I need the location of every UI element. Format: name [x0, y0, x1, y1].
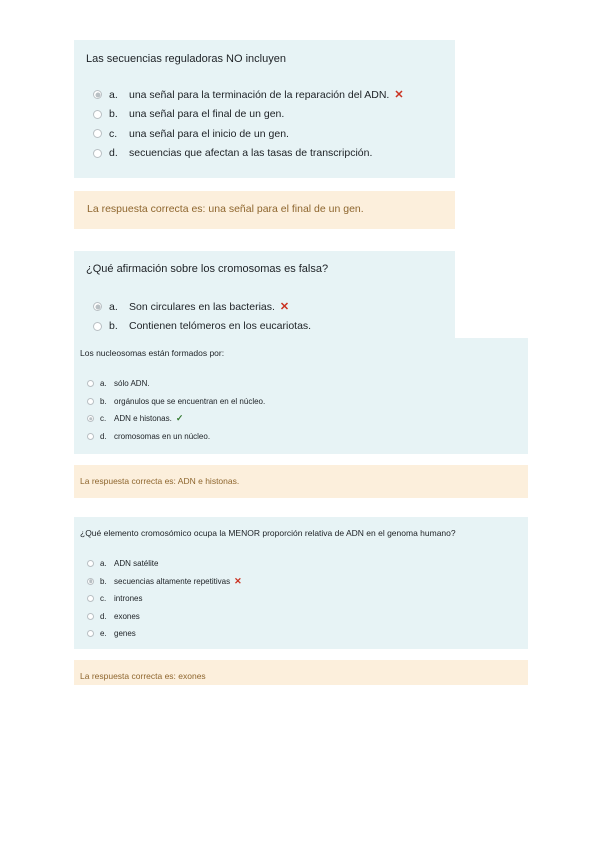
- answer-option-a[interactable]: a. ADN satélite: [87, 555, 242, 573]
- answer-option-b[interactable]: b. una señal para el final de un gen.: [93, 105, 404, 125]
- radio-icon[interactable]: [87, 380, 94, 387]
- radio-icon[interactable]: [87, 630, 94, 637]
- answer-option-a[interactable]: a. Son circulares en las bacterias. ✕: [93, 297, 311, 317]
- radio-icon[interactable]: [87, 613, 94, 620]
- feedback-box-4: [74, 660, 528, 685]
- correct-check-icon: ✓: [175, 413, 184, 424]
- answer-option-d[interactable]: d. secuencias que afectan a las tasas de transcripción.: [93, 144, 404, 164]
- feedback-box-3: [74, 465, 528, 498]
- radio-checked-icon[interactable]: [87, 415, 94, 422]
- question-1-text: Las secuencias reguladoras NO incluyen: [86, 53, 286, 65]
- radio-icon[interactable]: [87, 560, 94, 567]
- question-3-options: [87, 375, 265, 445]
- radio-icon[interactable]: [93, 322, 102, 331]
- question-4-text: ¿Qué elemento cromosómico ocupa la MENOR proporción relativa de ADN en el genoma humano?: [80, 528, 456, 538]
- answer-option-c[interactable]: c. ADN e histonas. ✓: [87, 410, 265, 428]
- radio-icon[interactable]: [87, 433, 94, 440]
- answer-option-e[interactable]: e. genes: [87, 625, 242, 643]
- answer-option-b[interactable]: b. secuencias altamente repetitivas ✕: [87, 573, 242, 591]
- feedback-box-1: [74, 191, 455, 229]
- radio-icon[interactable]: [93, 149, 102, 158]
- answer-option-a[interactable]: a. sólo ADN.: [87, 375, 265, 393]
- question-2-options: [93, 297, 311, 336]
- answer-option-b[interactable]: b. orgánulos que se encuentran en el núcleo.: [87, 393, 265, 411]
- answer-option-c[interactable]: c. una señal para el inicio de un gen.: [93, 124, 404, 144]
- feedback-text: La respuesta correcta es: una señal para el final de un gen.: [87, 203, 364, 215]
- question-2-text: ¿Qué afirmación sobre los cromosomas es falsa?: [86, 263, 329, 275]
- radio-icon[interactable]: [93, 110, 102, 119]
- feedback-text: La respuesta correcta es: ADN e histonas.: [80, 476, 240, 486]
- radio-icon[interactable]: [93, 129, 102, 138]
- answer-option-d[interactable]: d. cromosomas en un núcleo.: [87, 428, 265, 446]
- question-4-options: [87, 555, 242, 643]
- radio-checked-icon[interactable]: [87, 578, 94, 585]
- radio-icon[interactable]: [87, 595, 94, 602]
- answer-option-a[interactable]: a. una señal para la terminación de la reparación del ADN. ✕: [93, 85, 404, 105]
- radio-icon[interactable]: [87, 398, 94, 405]
- answer-option-b[interactable]: b. Contienen telómeros en los eucariotas.: [93, 317, 311, 337]
- feedback-text: La respuesta correcta es: exones: [80, 671, 206, 681]
- incorrect-icon: ✕: [394, 89, 404, 102]
- radio-checked-icon[interactable]: [93, 302, 102, 311]
- question-1-options: [93, 85, 404, 163]
- incorrect-icon: ✕: [234, 575, 242, 586]
- question-3-text: Los nucleosomas están formados por:: [80, 348, 225, 358]
- radio-checked-icon[interactable]: [93, 90, 102, 99]
- incorrect-icon: ✕: [279, 301, 290, 314]
- answer-option-c[interactable]: c. intrones: [87, 590, 242, 608]
- answer-option-d[interactable]: d. exones: [87, 608, 242, 626]
